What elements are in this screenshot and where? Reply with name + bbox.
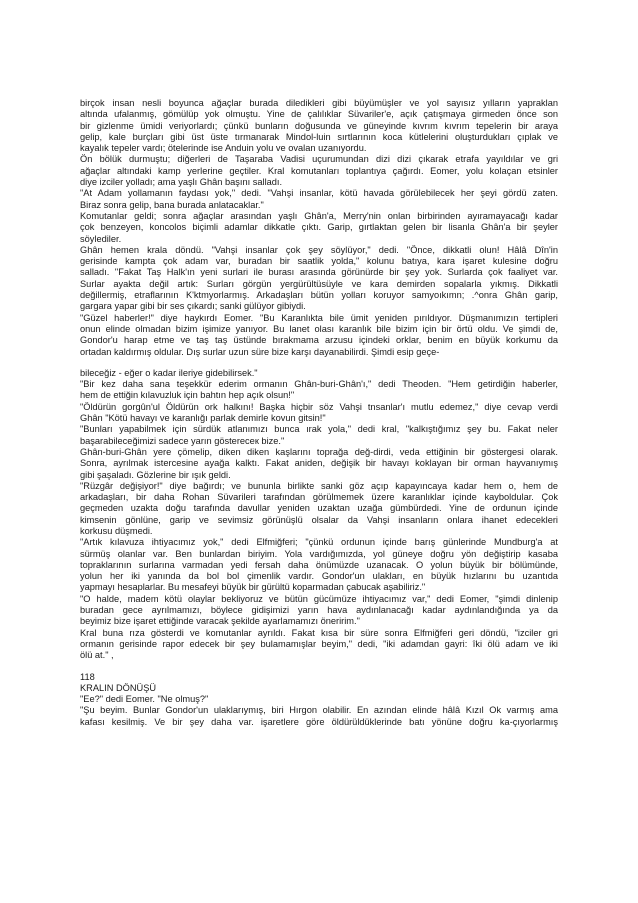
text-line: korkusu düşmedi. [80,525,153,536]
text-line: Biraz sonra gelip, bana burada anlatacaklar." [80,199,264,210]
text-line: "O halde, madem kötü olaylar bekliyoruz ve bütün gücümüze ihtiyacımız var," dedi Eomer, "şimdi dinlenip [80,593,558,604]
text-line: "Şu beyim. Bunlar Gondor'un ulaklarıymış, biri Hırgon olabilir. En azından elinde hâlâ Kızıl Ok varmış ama [80,705,558,716]
text-line: bir gizlenme ümidi veriyorlardı; çünkü bunların doğusunda ve güneyinde kıvrım kıvrım tepelerin bir araya [80,120,558,131]
text-line: değillermiş, etraflarının K'ktmyorlarmış. Arkadaşları bütün yolları koruyor samyoıkımn; .^onra Ghân garip, [80,290,558,301]
text-line: Surlar ayakta değil artık: Surları görgün yergürültüsüyle ve kara demirden sopalarla yıkmış. Dikkatli [80,278,558,289]
page-number: 118 [80,671,95,682]
text-line: kayalık tepeler vardı; ötelerinde ise Anduin yolu ve ovalan uzanıyordu. [80,143,367,154]
text-line: Sonra, ayrılmak istercesine ayağa kalktı. Fakat aniden, değişik bir havayı koklayan bir orman hayvanıymış [80,458,558,469]
text-line: kimsenin gönlüne, garip ve sevimsiz görünüşlü olsalar da Vahşi insanların onlara ihanet edecekleri [80,514,558,525]
text-line: birçok insan nesli boyunca ağaçlar burada diledikleri gibi büyümüşler ve yol sayısız yılların yapraklan [80,98,558,108]
document-page [80,98,558,728]
text-block-1 [80,98,558,358]
text-line: gelip, kale burçları gibi üst üste tırmanarak Mindol-luin sırtlarının koca kütlelerini oluşturdukları çıplak ve [80,131,558,142]
text-block-2 [80,368,558,662]
text-line: beyimiz bize işaret ettiğinde varacak şekilde ayarlamamızı öneririm." [80,616,360,627]
text-line: topraklarının surlarına varmadan yedi fersah daha önümüzde uzanacak. O yolun büyük bir bölümünde, [80,559,558,570]
spacer [80,662,558,672]
spacer [80,358,558,368]
text-line: söylediler. [80,233,122,244]
text-line: "Öldürün gorgûn'ul Öldürün ork halkını! Başka hiçbir söz Vahşi tnsanlar'ı mutlu edemez," diye cevap verdi [80,401,558,412]
text-line: "At Adam yollamanın faydası yok," dedi. "Vahşi insanlar, kötü havada görülebilecek her şeyi gördü zaten. [80,188,558,199]
chapter-title: KRALIN DÖNÜŞÜ [80,682,157,693]
text-line: Kral buna rıza gösterdi ve komutanlar ayrıldı. Fakat kısa bir süre sonra Elfmiğferi geri döndü, "izciler gri [80,627,558,638]
text-line: bileceğiz - eğer o kadar ileriye gidebilirsek." [80,367,258,378]
text-line: Ön bölük durmuştu; diğerleri de Taşaraba Vadisi uçurumundan dizi dizi çıkarak etrafa yayıldılar ve gri [80,154,558,165]
text-line: salladı. "Fakat Taş Halk'ın yeni surlari ile burası arasında görünürde bir şey yok. Surlarda çok faaliyet var. [80,267,558,278]
text-line: yapmayı hesaplarlar. Bu mesafeyi büyük bir gürültü koparmadan çabucak aşabiliriz." [80,582,426,593]
text-line: "Bir kez daha sana teşekkür ederim ormanın Ghân-buri-Ghân'ı," dedi Theoden. "Hem getirdiğin haberler, [80,379,558,390]
text-line: başarabileceğimizi sadece yarın göstereceк bize." [80,435,285,446]
text-line: "Ee?" dedi Eomer. "Ne olmuş?" [80,694,209,705]
text-line: "Artık kılavuza ihtiyacımız yok," dedi Elfmiğferi; "çünkü ordunun içinde barış günlerinde Mundburg'a at [80,537,558,548]
text-line: çok benzeyen, koncolos biçimli adamlar dikkatle çıktı. Garip, gırtlaktan gelen bir lisanla Ghân'a bir şeyler [80,222,558,233]
text-line: kafası kesilmiş. Ve bir şey daha var. işaretlere göre öldürüldüklerinde batı yönüne doğru ka-çıyorlarmış [80,716,558,727]
text-line: Komutanlar geldi; sonra ağaçlar arasından yaşlı Ghân'a, Merry'nin onlan birbirinden ayıramayacağı kadar [80,210,558,221]
text-line: "Rüzgâr değişiyor!" diye bağırdı; ve bununla birlikte sanki göz açıp kapayıncaya kadar hem o, hem de [80,480,558,491]
text-line: sürmüş olanlar var. Ben bunlardan biriyim. Yola vardığımızda, yol güneye doğru yön değiştirip kasaba [80,548,558,559]
text-line: ağaçlar altındaki kamp yerlerine geçtiler. Kral komutanları toplantıya çağırdı. Eomer, yolu kolaçan etsinler [80,165,558,176]
text-line: Ghân hemen krala döndü. "Vahşi insanlar çok şey söylüyor," dedi. "Önce, dikkatli olun! Hâlâ Dîn'in [80,244,558,255]
text-line: geçmeden uzakta doğu tarafında davullar yeniden uzaktan uzağa gümbürdedi. Yine de ordunun içinde [80,503,558,514]
text-line: onun elinde olmadan bizim işimize yanıyor. Bu lanet olası karanlık bile bizim için bir örtü oldu. Ve şimdi de, [80,323,558,334]
text-line: diye izciler yolladı; ama yaşlı Ghân başını salladı. [80,177,283,188]
text-line: altında ufalanmış, gömülüp yok olmuştu. Yine de çalılıklar Süvariler'e, açık çatışmaya girmeden önce son [80,109,558,120]
text-line: Ghân "Kötü havayı ve karanlığı parlak demirle kovun gitsin!" [80,413,326,424]
text-line: yolun her iki yanında da bol bol çimenlik vardır. Gondor'un ulakları, en büyük hızlarını bu uzantıda [80,571,558,582]
text-line: ölü at." , [80,650,114,661]
text-line: hem de ettiğin kılavuzluk için bahtın hep açık olsun!" [80,390,295,401]
text-line: Gondor'u harap etme ve taş taş üstünde bırakmama arzusu içindeki orklar, benim en büyük korkumu da [80,335,558,346]
text-block-3 [80,694,558,728]
text-line: "Güzel haberler!" diye haykırdı Eomer. "Bu Karanlıkta bile ümit yeniden pırıldıyor. Düşmanımızın tertipleri [80,312,558,323]
text-line: ormanın gerisinde rapor edecek bir şey bulamamışlar beyim," dedi, "iki adamdan gayri: îki ölü adam ve iki [80,638,558,649]
text-line: gerisinde kampta çok adam var, buradan bir saatlik yolda," kolunu batıya, kara işaret kulesine doğru [80,256,558,267]
text-line: ortadan kaldırmış oldular. Dış surlar uzun süre bize karşı dayanabilirdi. Şimdi esip geçe- [80,346,440,357]
text-line: buradan gece ayrılmamızı, böylece gidişimizi yarın hava aydınlanacağı kadar aydınlandığında ya da [80,605,558,616]
text-line: gargara yapar gibi bir ses çıkardı; sanki gülüyor gibiydi. [80,301,306,312]
text-line: "Bunları yapabilmek için sürdük atlanımızı bunca ırak yola," dedi kral, "kalkıştığımız şey bu. Fakat neler [80,424,558,435]
text-line: Ghân-buri-Ghân yere çömelip, diken diken kaşlarını toprağa değ-dirdi, veda ettiğinin bir göstergesi olarak. [80,446,558,457]
text-line: gibi şaşaladı. Gözlerine bir ışık geldi. [80,469,231,480]
text-line: arkadaşları, bir daha Rohan Süvarileri tarafından görülmemek üzere karanlıklar içinde kayboldular. Çok [80,492,558,503]
